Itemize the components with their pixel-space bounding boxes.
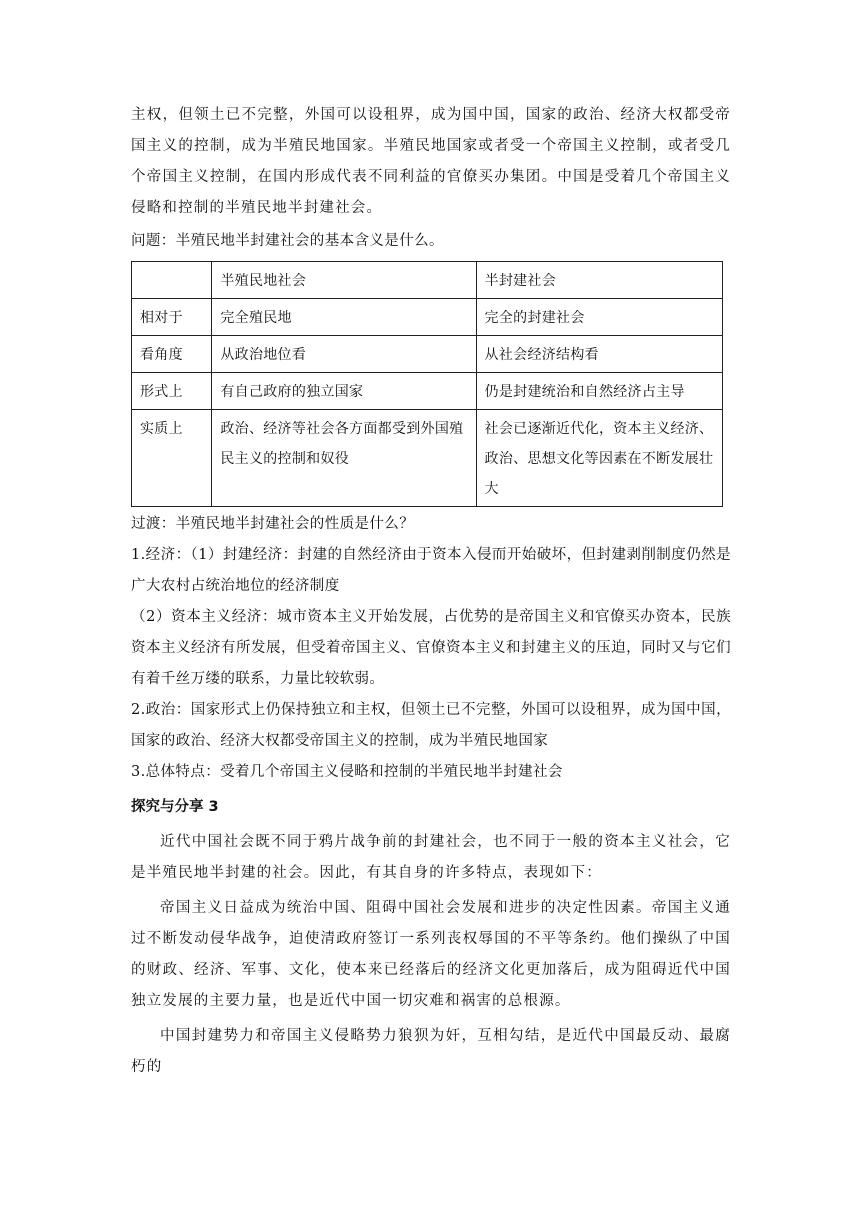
table-cell: 从政治地位看 [212,336,476,373]
table-row-label: 看角度 [132,336,212,373]
table-row [132,299,723,336]
table-row [132,410,723,507]
table-cell: 从社会经济结构看 [476,336,722,373]
point-economy-capitalist: （2）资本主义经济：城市资本主义开始发展，占优势的是帝国主义和官僚买办资本，民族资本主义经济有所发展，但受着帝国主义、官僚资本主义和封建主义的压迫，同时又与它们有着千丝万缕的联系，力量比较软弱。 [131,609,731,687]
table-row [132,373,723,410]
point-economy-feudal: 1.经济：（1）封建经济：封建的自然经济由于资本入侵而开始破坏，但封建剥削制度仍然是广大农村占统治地位的经济制度 [131,547,731,594]
table-row [132,336,723,373]
table-cell: 社会已逐渐近代化，资本主义经济、政治、思想文化等因素在不断发展壮大 [476,410,722,507]
table-cell: 仍是封建统治和自然经济占主导 [476,373,722,410]
table-row-label: 实质上 [132,410,212,507]
question-line: 问题：半殖民地半封建社会的基本含义是什么。 [131,233,444,249]
point-politics: 2.政治：国家形式上仍保持独立和主权，但领土已不完整，外国可以设租界，成为国中国，国家的政治、经济大权都受帝国主义的控制，成为半殖民地国家 [131,702,731,749]
table-row-label: 形式上 [132,373,212,410]
point-overall: 3.总体特点：受着几个帝国主义侵略和控制的半殖民地半封建社会 [131,764,563,780]
table-cell: 完全殖民地 [212,299,476,336]
table-cell: 有自己政府的独立国家 [212,373,476,410]
table-header-cell: 半封建社会 [476,262,722,299]
intro-paragraph: 主权，但领土已不完整，外国可以设租界，成为国中国，国家的政治、经济大权都受帝国主义的控制，成为半殖民地国家。半殖民地国家或者受一个帝国主义控制，或者受几个帝国主义控制，在国内形成代表不同利益的官僚买办集团。中国是受着几个帝国主义侵略和控制的半殖民地半封建社会。 [131,107,731,216]
table-cell: 完全的封建社会 [476,299,722,336]
table-row-label: 相对于 [132,299,212,336]
section-paragraph: 帝国主义日益成为统治中国、阻碍中国社会发展和进步的决定性因素。帝国主义通过不断发动侵华战争，迫使清政府签订一系列丧权辱国的不平等条约。他们操纵了中国的财政、经济、军事、文化，使本来已经落后的经济文化更加落后，成为阻碍近代中国独立发展的主要力量，也是近代中国一切灾难和祸害的总根源。 [131,900,731,1009]
section-paragraph: 近代中国社会既不同于鸦片战争前的封建社会，也不同于一般的资本主义社会，它是半殖民地半封建的社会。因此，有其自身的许多特点，表现如下： [131,834,731,881]
transition-line: 过渡：半殖民地半封建社会的性质是什么？ [131,516,415,532]
table-cell: 政治、经济等社会各方面都受到外国殖民主义的控制和奴役 [212,410,476,507]
table-header-cell: 半殖民地社会 [212,262,476,299]
section-paragraph: 中国封建势力和帝国主义侵略势力狼狈为奸，互相勾结，是近代中国最反动、最腐朽的 [131,1028,731,1075]
comparison-table [131,261,723,507]
table-header-cell [132,262,212,299]
document-body [131,100,731,1083]
section-heading: 探究与分享 3 [131,799,219,815]
table-header-row [132,262,723,299]
